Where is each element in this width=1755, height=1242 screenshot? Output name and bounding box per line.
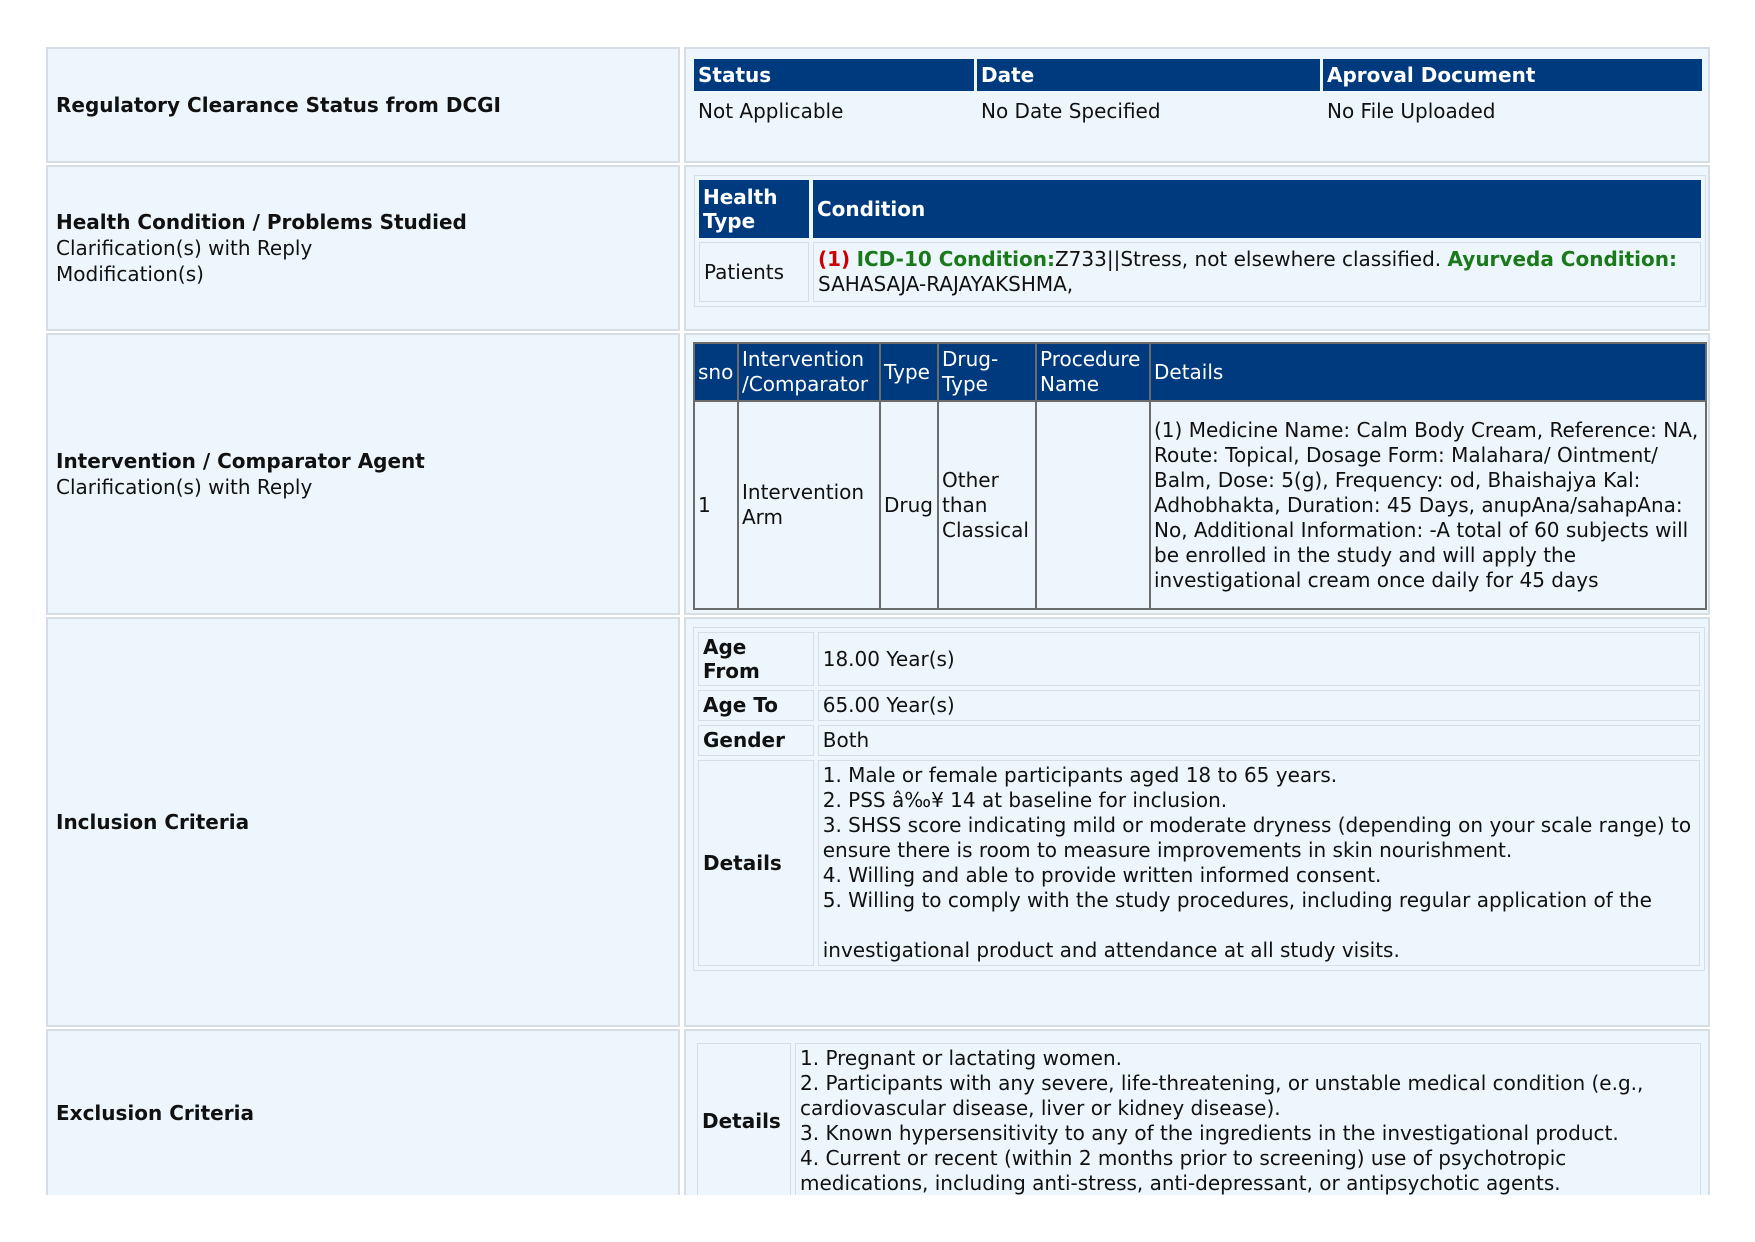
- inclusion-value-cell: [684, 617, 1710, 1027]
- inclusion-details-value: [818, 760, 1700, 966]
- document-header: Aproval Document: [1323, 59, 1702, 91]
- intervention-label: Intervention / Comparator Agent: [56, 449, 425, 473]
- exclusion-row: [46, 1029, 1710, 1195]
- inclusion-line: ensure there is room to measure improvements in skin nourishment.: [822, 838, 1513, 862]
- intervention-value-cell: [684, 333, 1710, 615]
- date-header: Date: [977, 59, 1323, 91]
- exclusion-details-value: [795, 1043, 1701, 1195]
- icd-value: Z733||Stress, not elsewhere classified.: [1054, 247, 1442, 271]
- regulatory-label-cell: [46, 47, 680, 163]
- inclusion-row: [46, 617, 1710, 1027]
- exclusion-line: 2. Participants with any severe, life-threatening, or unstable medical condition (e.g., cardiovascular disease, liver or kidney disease).: [800, 1071, 1644, 1120]
- condition-index: (1): [818, 247, 851, 271]
- exclusion-value-cell: [684, 1029, 1710, 1195]
- age-to-value: 65.00 Year(s): [818, 690, 1700, 721]
- intervention-label-cell: [46, 333, 680, 615]
- type-header: Type: [881, 344, 939, 400]
- inclusion-label: Inclusion Criteria: [56, 810, 250, 834]
- sno-header: sno: [695, 344, 739, 400]
- type-value: Drug: [881, 400, 939, 608]
- regulatory-table: [694, 59, 1702, 131]
- age-to-label: Age To: [698, 690, 814, 721]
- trial-details-page: [46, 47, 1710, 1195]
- exclusion-label-cell: [46, 1029, 680, 1195]
- gender-label: Gender: [698, 725, 814, 756]
- regulatory-value-cell: [684, 47, 1710, 163]
- inclusion-line: 2. PSS â‰¥ 14 at baseline for inclusion.: [822, 788, 1228, 812]
- intervention-value: Intervention Arm: [739, 400, 881, 608]
- drug-type-value: Other than Classical: [939, 400, 1037, 608]
- details-value: (1) Medicine Name: Calm Body Cream, Reference: NA, Route: Topical, Dosage Form: Malahara/ Ointment/ Balm, Dose: 5(g), Frequency: od, Bhaishajya Kal: Adhobhakta, Duration: 45 Days, anupAna/sahapAna: No, Additional Information: -A total of 60 subjects will be enrolled in the study and will apply the investigational cream once daily for 45 days: [1151, 400, 1705, 608]
- inclusion-line: 5. Willing to comply with the study procedures, including regular application of the: [822, 888, 1652, 912]
- health-type-header: Health Type: [699, 180, 809, 238]
- condition-header: Condition: [813, 180, 1701, 238]
- exclusion-table: [693, 1039, 1705, 1195]
- inclusion-label-cell: [46, 617, 680, 1027]
- regulatory-row: [46, 47, 1710, 163]
- inclusion-line: [823, 913, 1695, 938]
- exclusion-label: Exclusion Criteria: [56, 1101, 254, 1125]
- exclusion-line: 3. Known hypersensitivity to any of the ingredients in the investigational product.: [800, 1121, 1619, 1145]
- procedure-value: [1037, 400, 1151, 608]
- sno-value: 1: [695, 400, 739, 608]
- inclusion-line: 4. Willing and able to provide written informed consent.: [822, 863, 1382, 887]
- regulatory-label: Regulatory Clearance Status from DCGI: [56, 93, 501, 117]
- intervention-clarification-label: Clarification(s) with Reply: [56, 475, 313, 499]
- intervention-row: [46, 333, 1710, 615]
- inclusion-line: 1. Male or female participants aged 18 to 65 years.: [822, 763, 1338, 787]
- inclusion-table: [693, 627, 1705, 971]
- inclusion-line: investigational product and attendance at all study visits.: [822, 938, 1400, 962]
- details-header: Details: [1151, 344, 1705, 400]
- gender-value: Both: [818, 725, 1700, 756]
- exclusion-line: 1. Pregnant or lactating women.: [800, 1046, 1123, 1070]
- inclusion-line: 3. SHSS score indicating mild or moderate dryness (depending on your scale range) to: [822, 813, 1692, 837]
- health-type-value: Patients: [699, 242, 809, 302]
- health-value-cell: [684, 165, 1710, 331]
- health-table: [694, 175, 1706, 307]
- icd-label: ICD-10 Condition:: [856, 247, 1055, 271]
- inclusion-details-label: Details: [698, 760, 814, 966]
- condition-value: [813, 242, 1701, 302]
- health-label: Health Condition / Problems Studied: [56, 210, 467, 234]
- intervention-header: Intervention /Comparator: [739, 344, 881, 400]
- status-value: Not Applicable: [698, 98, 844, 123]
- ayurveda-label: Ayurveda Condition:: [1447, 247, 1678, 271]
- age-from-label: Age From: [698, 632, 814, 686]
- health-row: [46, 165, 1710, 331]
- exclusion-details-label: Details: [697, 1043, 791, 1195]
- document-value: No File Uploaded: [1327, 98, 1496, 123]
- status-header: Status: [694, 59, 977, 91]
- ayurveda-value: SAHASAJA-RAJAYAKSHMA,: [818, 272, 1074, 296]
- date-value: No Date Specified: [981, 98, 1161, 123]
- intervention-table: [693, 342, 1707, 610]
- procedure-header: Procedure Name: [1037, 344, 1151, 400]
- age-from-value: 18.00 Year(s): [818, 632, 1700, 686]
- exclusion-line: 4. Current or recent (within 2 months prior to screening) use of psychotropic medications, including anti-stress, anti-depressant, or antipsychotic agents.: [800, 1146, 1567, 1195]
- health-label-cell: [46, 165, 680, 331]
- drug-type-header: Drug-Type: [939, 344, 1037, 400]
- health-clarification-label: Clarification(s) with Reply: [56, 236, 313, 260]
- health-modification-label: Modification(s): [56, 262, 204, 286]
